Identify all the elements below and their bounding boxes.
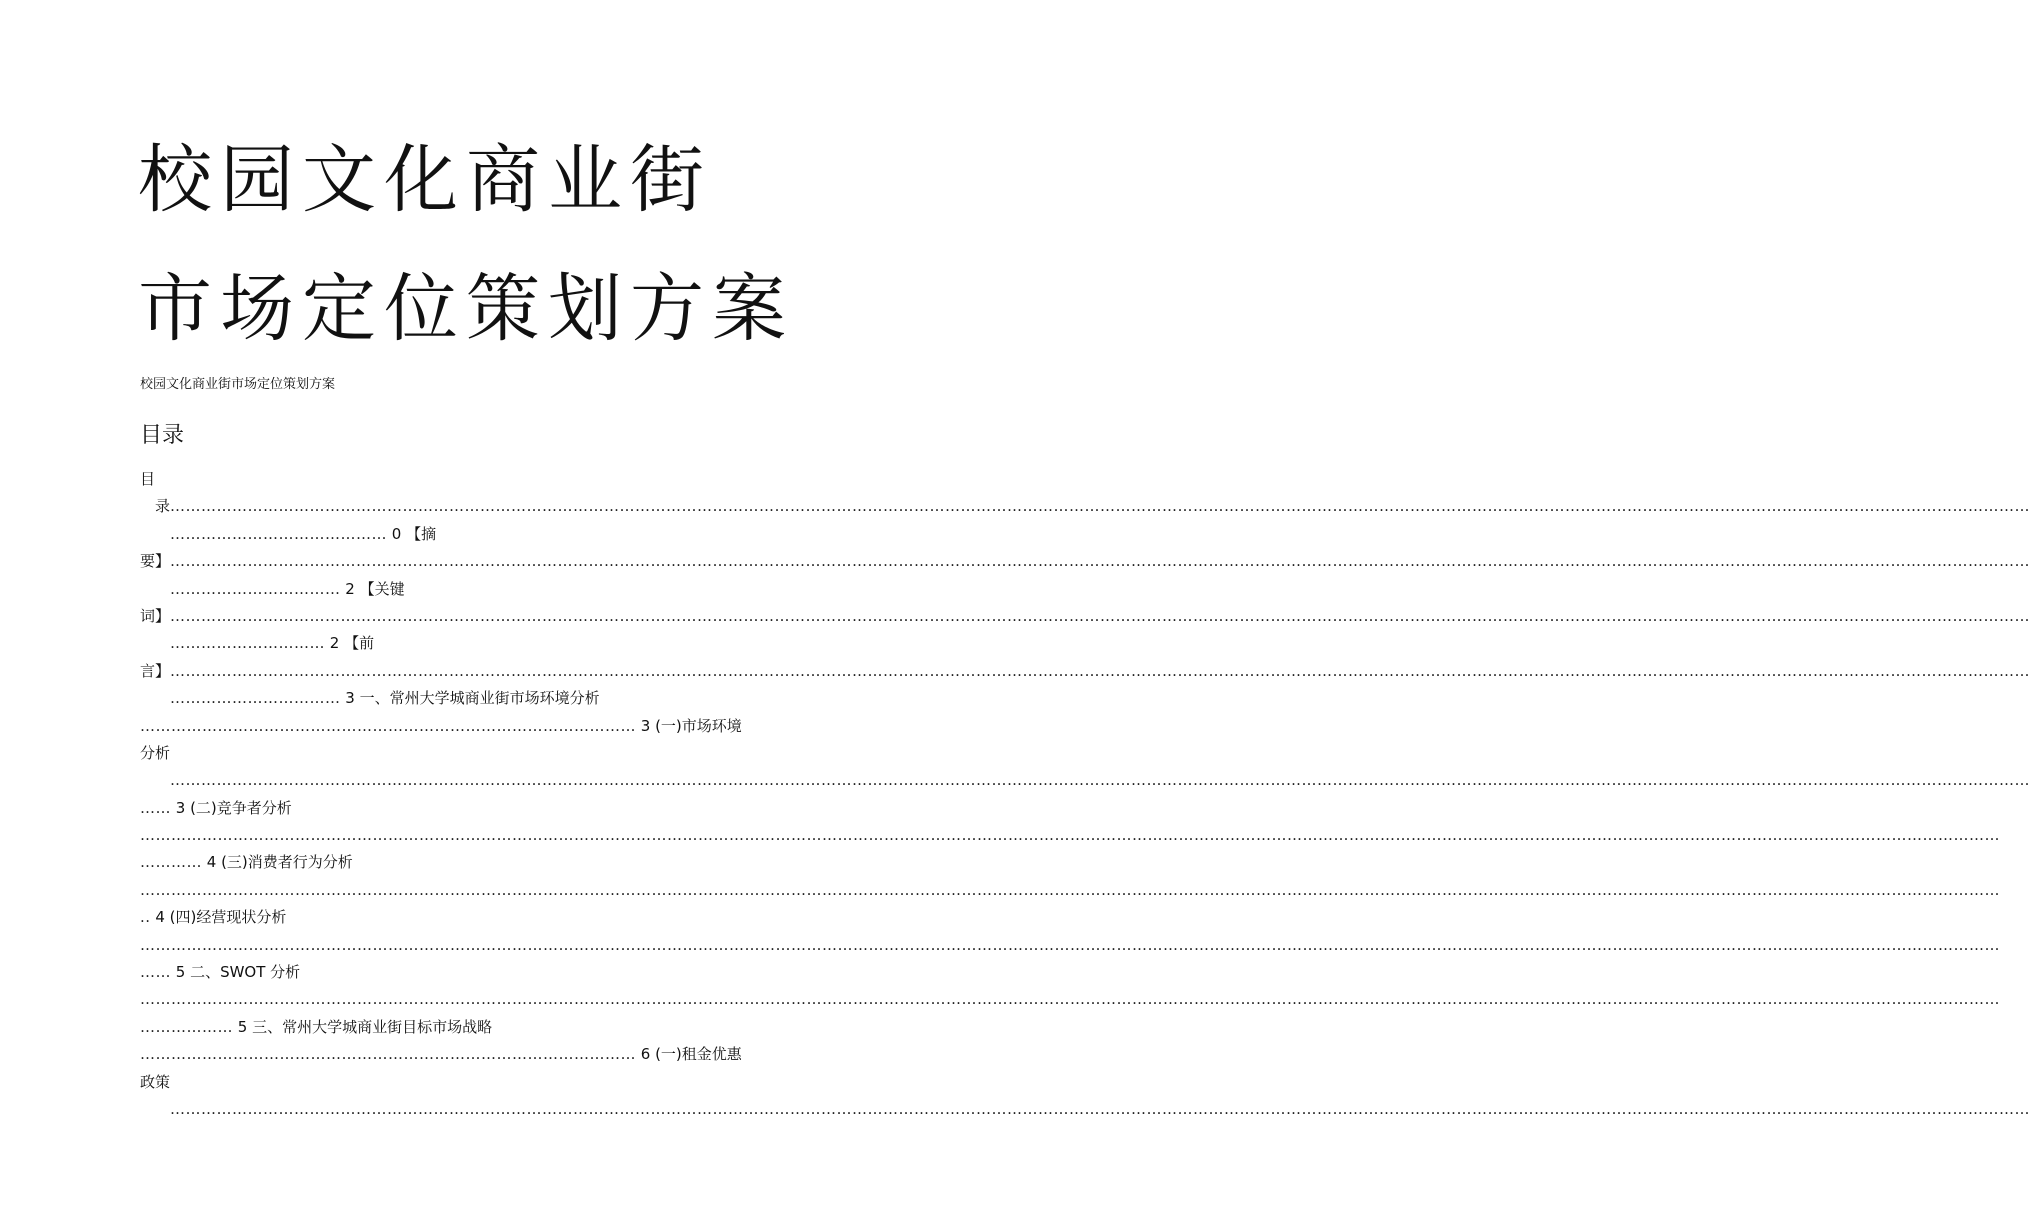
toc-leader-dots: ……………………………………………………………………………………………………………………………………………………………………………………………………………………………………………………………………………………………………………………………… [170, 606, 2030, 625]
toc-entry-text: 0 【摘 [387, 524, 437, 543]
toc-line-text: 词】 [140, 606, 171, 625]
toc-entry-text: 4 (四)经营现状分析 [150, 908, 287, 927]
toc-entry-text: 2 【前 [325, 634, 375, 653]
toc-line [140, 932, 2000, 959]
toc-leader-dots: ……………………………………………………………………………………………………………………………………………………………………………………………………………………………………………………………………………………………………………………………… [170, 1099, 2030, 1118]
toc-leader-dots: …………………………… [170, 689, 341, 708]
toc-line-text: 言】 [140, 661, 171, 680]
toc-leader-dots: ……………………………………………………………………………………………………………………………………………………………………………………………………………………………………………………………………………………………………………………………… [140, 880, 2000, 899]
toc-line [140, 603, 2030, 630]
toc-line [140, 986, 2000, 1013]
toc-entry-text: 3 (一)市场环境 [636, 716, 742, 735]
toc-leader-dots: ……………………………………………………………………………………………………………………………………………………………………………………………………………………………………………………………………………………………………………………………… [170, 497, 2030, 516]
toc-line [140, 1069, 810, 1096]
toc-leader-dots: …… [140, 798, 171, 817]
toc-line [140, 1096, 2030, 1123]
toc-line-text: 分析 [140, 743, 171, 762]
toc-entry-text: 3 一、常州大学城商业街市场环境分析 [340, 689, 600, 708]
document-subtitle: 校园文化商业街市场定位策划方案 [140, 377, 336, 392]
toc-leader-dots: ……………………………………………………………………………………………………………………………………………………………………………………………………………………………………………………………………………………………………………………………… [140, 935, 2000, 954]
toc-line [140, 576, 810, 603]
toc-entry-text: 5 三、常州大学城商业街目标市场战略 [233, 1017, 493, 1036]
toc-leader-dots: ………… [140, 853, 202, 872]
toc-leader-dots: …………………………… [170, 579, 341, 598]
toc-line [140, 959, 810, 986]
toc-entry-text: 5 二、SWOT 分析 [171, 963, 301, 982]
toc-line [140, 877, 2000, 904]
toc-heading: 目录 [140, 423, 185, 448]
toc-entry-text: 4 (三)消费者行为分析 [202, 853, 353, 872]
toc-leader-dots: ………………………… [170, 634, 326, 653]
toc-leader-dots: ……………………………………………………………………………………………………………………………………………………………………………………………………………………………………………………………………………………………………………………………… [170, 661, 2030, 680]
toc-line [140, 658, 2030, 685]
toc-entry-text: 3 (二)竞争者分析 [171, 798, 292, 817]
toc-leader-dots: …………………………………………………………………………………… [140, 1045, 636, 1064]
toc-line [140, 466, 810, 493]
toc-line [140, 493, 2030, 520]
toc-line [140, 630, 810, 657]
toc-line [140, 904, 810, 931]
document-title-line-1: 校园文化商业街 [138, 137, 712, 223]
toc-line [140, 685, 810, 712]
document-title-line-2: 市场定位策划方案 [138, 266, 794, 352]
toc-line-text: 要】 [140, 552, 171, 571]
toc-leader-dots: …… [140, 963, 171, 982]
toc-line [140, 713, 810, 740]
toc-line-text: 政策 [140, 1072, 171, 1091]
toc-line [140, 548, 2030, 575]
toc-line [140, 767, 2030, 794]
toc-line [140, 521, 810, 548]
toc-line [140, 849, 810, 876]
toc-line-text: 录 [155, 497, 171, 516]
toc-leader-dots: …………………………………………………………………………………… [140, 716, 636, 735]
toc-leader-dots: ……………………………………………………………………………………………………………………………………………………………………………………………………………………………………………………………………………………………………………………………… [170, 771, 2030, 790]
toc-entry-text: 2 【关键 [340, 579, 405, 598]
toc-line [140, 822, 2000, 849]
toc-line-text: 目 [140, 470, 156, 488]
toc-leader-dots: .. [140, 908, 151, 927]
toc-line [140, 1014, 810, 1041]
toc-leader-dots: ……………………………………………………………………………………………………………………………………………………………………………………………………………………………………………………………………………………………………………………………… [170, 552, 2030, 571]
table-of-contents [140, 466, 2030, 1123]
toc-line [140, 795, 810, 822]
toc-line [140, 1041, 810, 1068]
toc-leader-dots: ……………… [140, 1017, 233, 1036]
toc-entry-text: 6 (一)租金优惠 [636, 1045, 742, 1064]
toc-line [140, 740, 810, 767]
toc-leader-dots: ……………………………………………………………………………………………………………………………………………………………………………………………………………………………………………………………………………………………………………………………… [140, 826, 2000, 845]
toc-leader-dots: …………………………………… [170, 524, 388, 543]
toc-leader-dots: ……………………………………………………………………………………………………………………………………………………………………………………………………………………………………………………………………………………………………………………………… [140, 990, 2000, 1009]
